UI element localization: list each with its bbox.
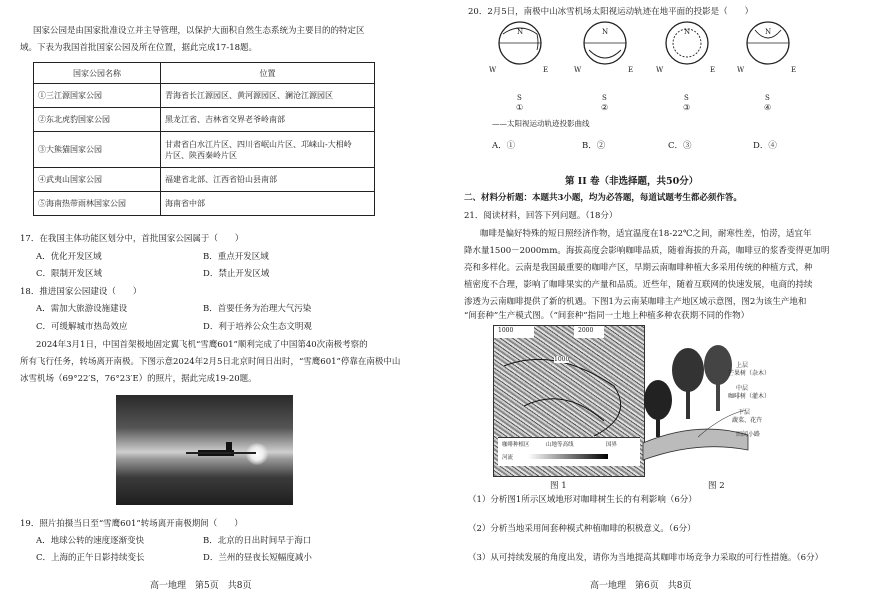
globe3-w: W bbox=[656, 66, 664, 74]
table-cell-location: 青海省长江源园区、黄河源园区、澜沧江源园区 bbox=[161, 84, 375, 108]
table-cell-name: ④武夷山国家公园 bbox=[34, 168, 161, 192]
layer-top-detail: 芒果树（杂木） bbox=[728, 370, 771, 377]
globe2-e: E bbox=[628, 66, 634, 74]
globe-option-3 bbox=[662, 16, 712, 66]
q20-stem: 20．2月5日，南极中山冰雪机场太阳视运动轨迹在地平面的投影是（ ） bbox=[468, 7, 754, 17]
table-cell-name: ①三江源国家公园 bbox=[34, 84, 161, 108]
q21-passage-line: 亮和多样化。云南是我国最重要的咖啡产区，早期云南咖啡种植大多采用传统的种植方式，种 bbox=[464, 263, 813, 273]
globe4-e: E bbox=[791, 66, 797, 74]
layer-low-label: 下层 bbox=[738, 409, 751, 416]
left-footer: 高一地理 第5页 共8页 bbox=[150, 581, 252, 591]
table-cell-name: ②东北虎豹国家公园 bbox=[34, 108, 161, 132]
q18-option-d[interactable]: D．利于培养公众生态文明观 bbox=[203, 322, 312, 332]
table-cell-location: 福建省北部、江西省铅山县南部 bbox=[161, 168, 375, 192]
table-cell-name: ③大熊猫国家公园 bbox=[34, 132, 161, 168]
globe-option-4 bbox=[743, 16, 793, 66]
globe1-w: W bbox=[489, 66, 497, 74]
globe2-n: N bbox=[602, 28, 609, 36]
q19-stem: 19．照片拍摄当日至“雪鹰601”转场离开南极期间（ ） bbox=[20, 519, 243, 529]
legend-border: 国界 bbox=[606, 442, 618, 448]
intro-line-1: 国家公园是由国家批准设立并主导管理，以保护大面积自然生态系统为主要目的的特定区 bbox=[33, 26, 365, 36]
passage2-line-1: 2024年3月1日，中国首架极地固定翼飞机“雪鹰601”顺利完成了中国第40次南极考察的 bbox=[36, 340, 368, 350]
layer-mid-detail: 咖啡树（灌木） bbox=[728, 393, 771, 400]
q18-stem: 18．推进国家公园建设（ ） bbox=[20, 287, 142, 297]
q18-option-a[interactable]: A．需加大旅游设施建设 bbox=[36, 304, 128, 314]
q19-option-a[interactable]: A．地球公转的速度逐渐变快 bbox=[36, 536, 145, 546]
globe1-e: E bbox=[543, 66, 549, 74]
globe3-num: ③ bbox=[683, 103, 691, 112]
globe2-s: S bbox=[602, 94, 607, 102]
q21-passage-line: 渗透为云南咖啡提供了新的机遇。下图1为云南某咖啡主产地区域示意图，图2为该生产地和 bbox=[464, 297, 807, 307]
q17-option-c[interactable]: C．限制开发区域 bbox=[36, 269, 103, 279]
q21-part-1: （1）分析图1所示区域地形对咖啡树生长的有利影响（6分） bbox=[468, 495, 697, 505]
q21-passage-line: “间套种”生产模式图。（“间套种”指同一土地上种植多种农获期不同的作物） bbox=[464, 311, 750, 321]
elevation-scale-bar bbox=[528, 454, 608, 459]
right-footer: 高一地理 第6页 共8页 bbox=[590, 581, 692, 591]
globe4-s: S bbox=[765, 94, 770, 102]
globe1-s: S bbox=[517, 94, 522, 102]
q19-option-c[interactable]: C．上海的正午日影持续变长 bbox=[36, 553, 145, 563]
table-cell-location bbox=[161, 132, 375, 168]
q17-stem: 17．在我国主体功能区划分中，首批国家公园属于（ ） bbox=[20, 234, 244, 244]
q21-stem: 21．阅读材料，回答下列问题。（18分） bbox=[464, 211, 618, 221]
sunrise-airfield-photo bbox=[116, 395, 293, 505]
legend-river: 河流 bbox=[502, 455, 514, 461]
section-description: 二、材料分析题：本题共3小题，均为必答题，每道试题考生都必须作答。 bbox=[464, 193, 742, 203]
q19-option-b[interactable]: B．北京的日出时间早于海口 bbox=[203, 536, 312, 546]
right-page bbox=[440, 0, 870, 611]
q20-option-c[interactable]: C．③ bbox=[668, 141, 692, 151]
globe-option-1 bbox=[495, 16, 545, 66]
passage2-line-2: 所有飞行任务，转场离开南极。下图示意2024年2月5日北京时间日出时，“雪鹰601”停靠在南极中山 bbox=[20, 357, 401, 367]
q17-option-d[interactable]: D．禁止开发区域 bbox=[203, 269, 270, 279]
globe3-s: S bbox=[684, 94, 689, 102]
table-cell-location: 海南省中部 bbox=[161, 192, 375, 216]
globe2-num: ② bbox=[601, 103, 609, 112]
aircraft-silhouette bbox=[116, 395, 293, 505]
layer-low-detail: 蔬菜、花卉 bbox=[732, 417, 763, 424]
globe2-w: W bbox=[574, 66, 582, 74]
contour-label: 1000 bbox=[498, 327, 514, 334]
globe4-w: W bbox=[737, 66, 745, 74]
table-cell-location-line: 甘肃省白水江片区、四川省岷山片区、邛崃山-大相岭 bbox=[165, 139, 352, 149]
national-park-table bbox=[33, 62, 375, 216]
table-header-location: 位置 bbox=[161, 63, 375, 84]
globe-option-2 bbox=[580, 16, 630, 66]
q19-option-d[interactable]: D．兰州的昼夜长短幅度减小 bbox=[203, 553, 312, 563]
q20-option-d[interactable]: D．④ bbox=[753, 141, 777, 151]
table-cell-location: 黑龙江省、吉林省交界老爷岭南部 bbox=[161, 108, 375, 132]
globe4-num: ④ bbox=[764, 103, 772, 112]
figure2-trees bbox=[638, 325, 783, 475]
q17-option-a[interactable]: A．优化开发区域 bbox=[36, 252, 102, 262]
globe1-n: N bbox=[517, 28, 524, 36]
globe4-n: N bbox=[765, 28, 772, 36]
figure2-intercropping-diagram bbox=[638, 325, 783, 475]
layer-mid-label: 中层 bbox=[736, 385, 749, 392]
q17-option-b[interactable]: B．重点开发区域 bbox=[203, 252, 269, 262]
q18-option-c[interactable]: C．可缓解城市热岛效应 bbox=[36, 322, 128, 332]
q21-part-2: （2）分析当地采用间套种模式种植咖啡的积极意义。（6分） bbox=[468, 524, 696, 534]
figure1-legend bbox=[498, 437, 640, 466]
field-path-label: 田间小路 bbox=[736, 431, 761, 438]
figure1-caption: 图 1 bbox=[550, 481, 567, 491]
legend-contour: 山地等高线 bbox=[546, 442, 574, 448]
section-title: 第 II 卷（非选择题，共50分） bbox=[565, 176, 699, 187]
q21-passage-line: 植密度不合理，影响了咖啡果实的产量和品质。近些年，随着互联网的快速发展，电商的持续 bbox=[464, 280, 813, 290]
legend-coffee-area: 咖啡种植区 bbox=[502, 442, 530, 448]
q21-part-3: （3）从可持续发展的角度出发，请你为当地提高其咖啡市场竞争力采取的可行性措施。（6分） bbox=[468, 553, 824, 563]
projection-legend: ——太阳视运动轨迹投影曲线 bbox=[492, 119, 590, 128]
q18-option-b[interactable]: B．首要任务为治理大气污染 bbox=[203, 304, 312, 314]
table-cell-name: ⑤海南热带雨林国家公园 bbox=[34, 192, 161, 216]
q20-option-b[interactable]: B．② bbox=[582, 141, 606, 151]
contour-label: 1000 bbox=[554, 356, 570, 363]
q21-passage-line: 降水量1500－2000mm。海拔高度会影响咖啡品质，随着海拔的升高，咖啡豆的浆香变得更加明 bbox=[464, 246, 830, 256]
contour-label: 2000 bbox=[578, 327, 594, 334]
figure2-caption: 图 2 bbox=[708, 481, 725, 491]
globe3-n: N bbox=[684, 28, 691, 36]
q21-passage-line: 咖啡是偏好特殊的短日照经济作物，适宜温度在18-22℃之间，耐寒性差，怕涝，适宜年 bbox=[480, 229, 812, 239]
intro-line-2: 域。下表为我国首批国家公园及所在位置，据此完成17-18题。 bbox=[20, 43, 258, 53]
passage2-line-3: 冰雪机场（69°22′S，76°23′E）的照片，据此完成19-20题。 bbox=[20, 374, 257, 384]
layer-top-label: 上层 bbox=[736, 362, 749, 369]
q20-option-a[interactable]: A．① bbox=[492, 141, 516, 151]
globe1-num: ① bbox=[516, 103, 524, 112]
globe3-e: E bbox=[710, 66, 716, 74]
table-header-name: 国家公园名称 bbox=[34, 63, 161, 84]
table-cell-location-line: 片区、陕西秦岭片区 bbox=[165, 150, 237, 160]
